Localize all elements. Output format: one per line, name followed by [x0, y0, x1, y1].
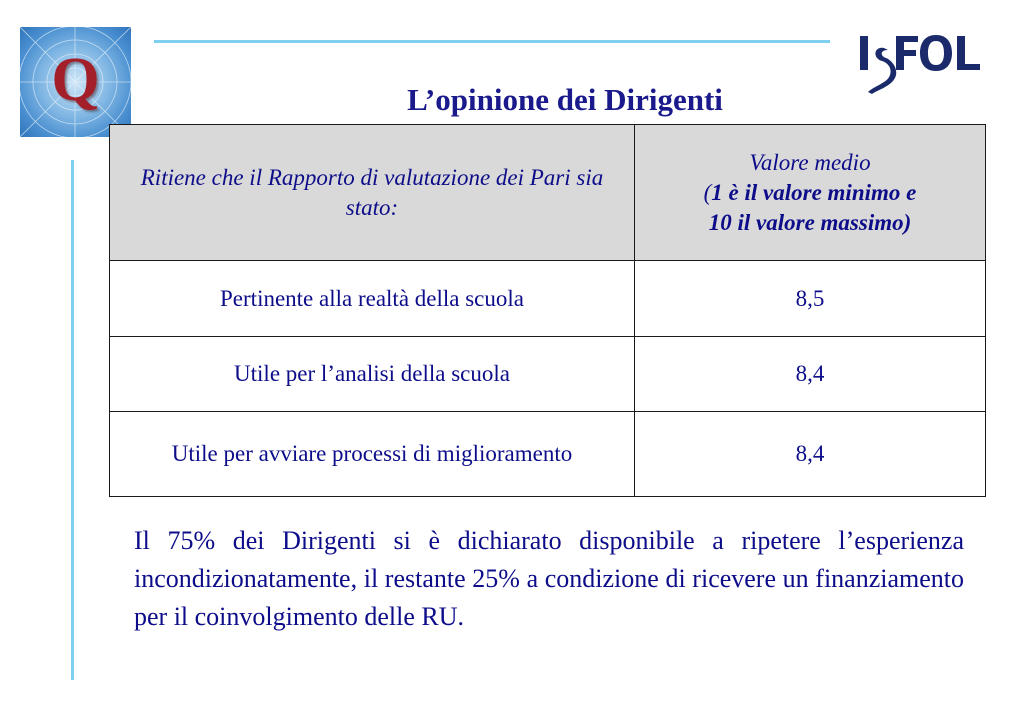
table-row [110, 336, 986, 411]
isfol-logo-icon [856, 28, 996, 100]
row-label: Utile per avviare processi di miglioramento [110, 411, 635, 496]
q-logo [20, 27, 131, 137]
row-value: 8,4 [635, 336, 986, 411]
header-value-note-line2: 10 il valore massimo) [708, 209, 912, 235]
header-value-open: ( [703, 179, 712, 205]
header-value-label: Valore medio [749, 149, 871, 175]
header-value-min: 1 è il valore minimo e [711, 179, 917, 205]
results-table [109, 124, 986, 497]
isfol-logo [856, 28, 996, 100]
header-question-cell: Ritiene che il Rapporto di valutazione dei Pari sia stato: [110, 125, 635, 261]
header-value-note-line1 [645, 178, 975, 208]
table-row [110, 411, 986, 496]
row-value: 8,5 [635, 261, 986, 336]
table-row [110, 261, 986, 336]
summary-paragraph: Il 75% dei Dirigenti si è dichiarato disponibile a ripetere l’esperienza incondizionatamente, il restante 25% a condizione di ricevere un finanziamento per il coinvolgimento delle RU. [134, 526, 964, 632]
row-label: Utile per l’analisi della scuola [110, 336, 635, 411]
left-rule [71, 160, 74, 680]
table-header-row [110, 125, 986, 261]
q-letter: Q [51, 46, 100, 114]
row-label: Pertinente alla realtà della scuola [110, 261, 635, 336]
row-value: 8,4 [635, 411, 986, 496]
page-title: L’opinione dei Dirigenti [407, 82, 723, 117]
header-value-cell [635, 125, 986, 261]
top-rule [154, 40, 830, 43]
